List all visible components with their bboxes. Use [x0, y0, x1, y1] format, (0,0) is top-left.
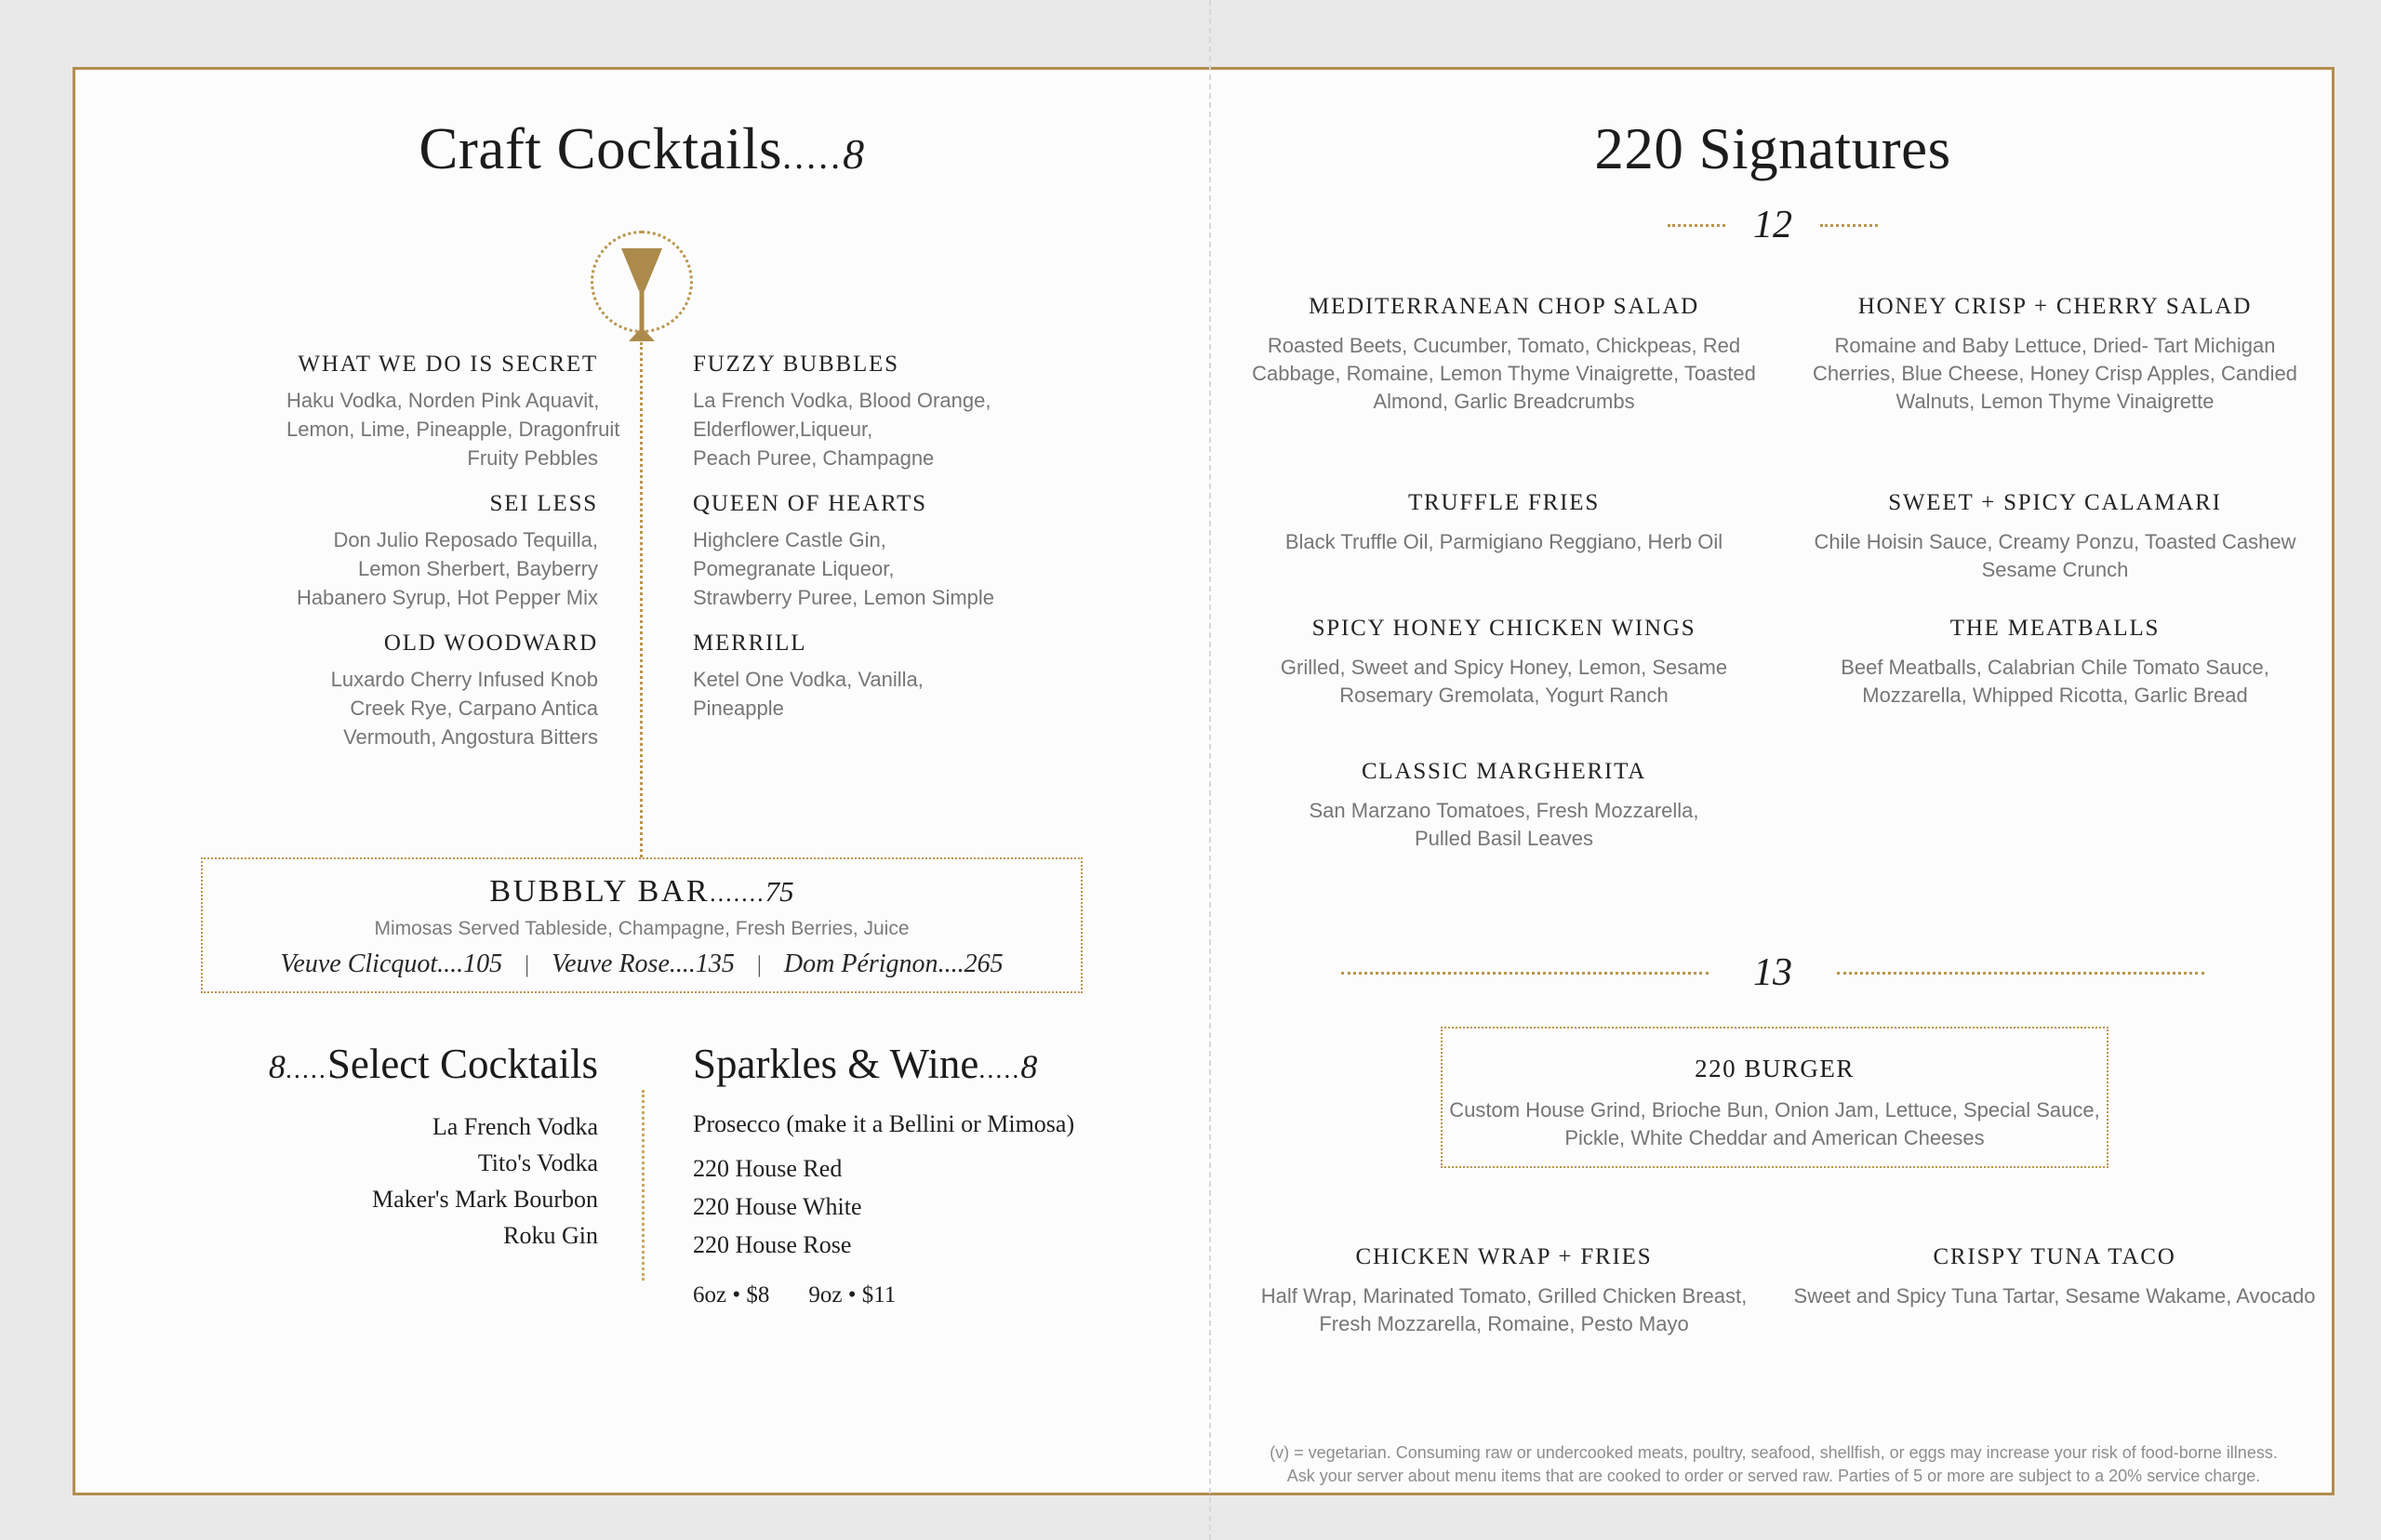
select-cocktails-list: [231, 1109, 598, 1254]
size-6oz: 6oz • $8: [693, 1281, 770, 1308]
item-line: Pickle, White Cheddar and American Cheeses: [1564, 1126, 1985, 1149]
item-line: Pulled Basil Leaves: [1414, 827, 1593, 850]
item-line: Pineapple: [693, 697, 784, 720]
dotted-connector-line: [640, 342, 643, 857]
menu-item-crispy-tuna-taco: [1789, 1244, 2320, 1310]
item-line: Fruity Pebbles: [467, 446, 598, 470]
select-sparkles-divider: [642, 1090, 645, 1281]
item-name: SWEET + SPICY CALAMARI: [1888, 490, 2222, 515]
item-line: Elderflower,Liqueur,: [693, 418, 873, 441]
burger-highlight-box: [1441, 1027, 2108, 1168]
item-line: Creek Rye, Carpano Antica: [350, 697, 598, 720]
menu-item-fuzzy-bubbles: [693, 352, 1065, 472]
right-page-title: 220 Signatures: [1594, 116, 1951, 181]
sparkles-prosecco-item: Prosecco (make it a Bellini or Mimosa): [693, 1109, 1075, 1137]
list-item: Maker's Mark Bourbon: [372, 1185, 598, 1213]
item-name: HONEY CRISP + CHERRY SALAD: [1857, 294, 2253, 319]
item-line: Chile Hoisin Sauce, Creamy Ponzu, Toasted Cashew: [1814, 530, 2296, 553]
item-line: Almond, Garlic Breadcrumbs: [1373, 390, 1635, 413]
item-name: SPICY HONEY CHICKEN WINGS: [1311, 616, 1696, 641]
select-title-text: Select Cocktails: [326, 1041, 598, 1087]
item-line: Habanero Syrup, Hot Pepper Mix: [296, 586, 598, 609]
bubbly-bar-subtitle: Mimosas Served Tableside, Champagne, Fresh Berries, Juice: [374, 918, 910, 939]
left-title-price: 8: [843, 130, 865, 178]
tier-price-12: 12: [1753, 204, 1792, 246]
item-name: FUZZY BUBBLES: [693, 352, 899, 377]
item-line: Custom House Grind, Brioche Bun, Onion Jam, Lettuce, Special Sauce,: [1449, 1098, 2100, 1122]
menu-item-honey-crisp-cherry-salad: [1806, 294, 2304, 416]
option-dots: ....: [669, 949, 696, 978]
option-price: 265: [964, 949, 1004, 978]
menu-item-sei-less: [286, 491, 598, 612]
item-line: Sweet and Spicy Tuna Tartar, Sesame Wakame, Avocado: [1793, 1284, 2316, 1308]
option-price: 135: [695, 949, 735, 978]
item-line: Half Wrap, Marinated Tomato, Grilled Chicken Breast,: [1260, 1284, 1748, 1308]
select-dots: .....: [285, 1055, 327, 1084]
item-name: MEDITERRANEAN CHOP SALAD: [1308, 294, 1700, 319]
sparkles-wine-section: [693, 1042, 1111, 1308]
menu-item-merrill: [693, 631, 1065, 723]
bubbly-title-price: 75: [765, 875, 794, 908]
dotted-line: [1820, 224, 1878, 227]
menu-item-classic-margherita: [1244, 759, 1764, 853]
menu-item-old-woodward: [286, 631, 598, 751]
dotted-line: [1668, 224, 1725, 227]
option-label: Veuve Rose: [552, 949, 670, 978]
item-line: Vermouth, Angostura Bitters: [343, 725, 598, 749]
select-cocktails-section: [231, 1042, 598, 1254]
list-item: 220 House White: [693, 1192, 862, 1220]
tier-price-divider-12: [1211, 203, 2334, 247]
item-line: Sesame Crunch: [1981, 558, 2129, 581]
option-dots: ....: [938, 949, 964, 978]
option-label: Dom Pérignon: [783, 949, 938, 978]
item-line: Peach Puree, Champagne: [693, 446, 935, 470]
menu-item-mediterranean-chop-salad: [1244, 294, 1764, 416]
left-title-dots: .....: [782, 135, 844, 177]
item-name: WHAT WE DO IS SECRET: [298, 352, 598, 377]
list-item: La French Vodka: [432, 1112, 598, 1140]
sparkles-dots: .....: [978, 1055, 1021, 1084]
bubbly-bar-box: [201, 857, 1083, 993]
wine-pour-sizes: [693, 1282, 1111, 1308]
list-item: 220 House Red: [693, 1154, 843, 1182]
item-line: Cherries, Blue Cheese, Honey Crisp Apples, Candied: [1813, 362, 2297, 385]
sparkles-price: 8: [1020, 1048, 1038, 1085]
sparkles-title-text: Sparkles & Wine: [693, 1041, 979, 1087]
item-name: OLD WOODWARD: [383, 631, 598, 656]
item-name: THE MEATBALLS: [1949, 616, 2161, 641]
menu-item-queen-of-hearts: [693, 491, 1065, 612]
menu-disclaimer: [1257, 1441, 2290, 1488]
item-name: CLASSIC MARGHERITA: [1361, 759, 1647, 784]
dotted-line: [1341, 972, 1709, 975]
item-line: Mozzarella, Whipped Ricotta, Garlic Bread: [1862, 684, 2248, 707]
item-line: Don Julio Reposado Tequilla,: [333, 528, 598, 551]
martini-glass-icon: [620, 248, 663, 345]
bubbly-option-veuve-clicquot: [280, 949, 502, 978]
option-separator: |: [525, 952, 530, 977]
item-name: MERRILL: [693, 631, 807, 656]
item-name: CHICKEN WRAP + FRIES: [1355, 1244, 1653, 1269]
sparkles-wine-list: [693, 1149, 1111, 1264]
item-line: Haku Vodka, Norden Pink Aquavit,: [286, 389, 600, 412]
menu-item-sweet-spicy-calamari: [1806, 490, 2304, 584]
sparkles-wine-title: [693, 1042, 1111, 1088]
item-line: Lemon, Lime, Pineapple, Dragonfruit: [286, 418, 620, 441]
item-line: Roasted Beets, Cucumber, Tomato, Chickpeas, Red: [1267, 334, 1741, 357]
item-line: Ketel One Vodka, Vanilla,: [693, 668, 924, 691]
bubbly-option-veuve-rose: [552, 949, 735, 978]
page-220-signatures: [1211, 67, 2334, 1495]
item-name: SEI LESS: [489, 491, 598, 516]
item-line: Romaine and Baby Lettuce, Dried- Tart Michigan: [1834, 334, 2276, 357]
select-cocktails-title: [231, 1042, 598, 1088]
menu-item-the-meatballs: [1806, 616, 2304, 710]
option-price: 105: [463, 949, 503, 978]
list-item: Tito's Vodka: [477, 1148, 598, 1176]
item-line: Highclere Castle Gin,: [693, 528, 886, 551]
item-line: Pomegranate Liqueor,: [693, 557, 895, 580]
item-line: Cabbage, Romaine, Lemon Thyme Vinaigrette, Toasted: [1252, 362, 1756, 385]
craft-cocktails-right-column: [693, 352, 1065, 741]
tier-price-divider-13: [1211, 950, 2334, 995]
option-label: Veuve Clicquot: [280, 949, 438, 978]
select-price: 8: [268, 1048, 286, 1085]
item-line: San Marzano Tomatoes, Fresh Mozzarella,: [1309, 799, 1699, 822]
item-name: QUEEN OF HEARTS: [693, 491, 927, 516]
menu-item-truffle-fries: [1244, 490, 1764, 556]
bubbly-title-text: BUBBLY BAR: [489, 874, 711, 909]
option-dots: ....: [437, 949, 464, 978]
martini-icon-circle: [591, 231, 693, 333]
craft-cocktails-left-column: [286, 352, 620, 770]
item-line: Lemon Sherbert, Bayberry: [357, 557, 598, 580]
item-name: 220 BURGER: [1695, 1055, 1855, 1082]
item-line: Walnuts, Lemon Thyme Vinaigrette: [1895, 390, 2215, 413]
dotted-line: [1837, 972, 2204, 975]
bubbly-bar-title: [203, 874, 1081, 909]
menu-item-spicy-honey-chicken-wings: [1244, 616, 1764, 710]
item-line: Luxardo Cherry Infused Knob: [330, 668, 598, 691]
left-page-title: [73, 115, 1211, 183]
list-item: 220 House Rose: [693, 1230, 852, 1258]
item-line: Black Truffle Oil, Parmigiano Reggiano, Herb Oil: [1284, 530, 1723, 553]
item-name: CRISPY TUNA TACO: [1933, 1244, 2176, 1269]
option-separator: |: [756, 952, 762, 977]
tier-price-13: 13: [1753, 951, 1792, 994]
disclaimer-line-2: Ask your server about menu items that are cooked to order or served raw. Parties of 5 or more are subject to a 20% service charge.: [1286, 1467, 2261, 1485]
disclaimer-line-1: (v) = vegetarian. Consuming raw or undercooked meats, poultry, seafood, shellfish, or eggs may increase your risk of food-borne illness.: [1270, 1443, 2278, 1462]
page-craft-cocktails: [73, 67, 1211, 1495]
item-line: Rosemary Gremolata, Yogurt Ranch: [1339, 684, 1669, 707]
bubbly-bar-options: [203, 949, 1081, 979]
item-line: Strawberry Puree, Lemon Simple: [693, 586, 995, 609]
list-item: Roku Gin: [503, 1221, 598, 1249]
item-name: TRUFFLE FRIES: [1407, 490, 1601, 515]
bubbly-title-dots: .......: [710, 880, 765, 907]
menu-item-what-we-do-is-secret: [286, 352, 620, 472]
left-title-text: Craft Cocktails: [419, 116, 783, 181]
menu-item-chicken-wrap-fries: [1244, 1244, 1764, 1338]
item-line: Fresh Mozzarella, Romaine, Pesto Mayo: [1319, 1312, 1689, 1335]
item-line: Beef Meatballs, Calabrian Chile Tomato Sauce,: [1841, 656, 2269, 679]
item-line: La French Vodka, Blood Orange,: [693, 389, 991, 412]
bubbly-option-dom-perignon: [784, 949, 1004, 978]
burger-description: [1443, 1096, 2107, 1152]
size-9oz: 9oz • $11: [808, 1281, 897, 1308]
item-line: Grilled, Sweet and Spicy Honey, Lemon, Sesame: [1280, 656, 1728, 679]
